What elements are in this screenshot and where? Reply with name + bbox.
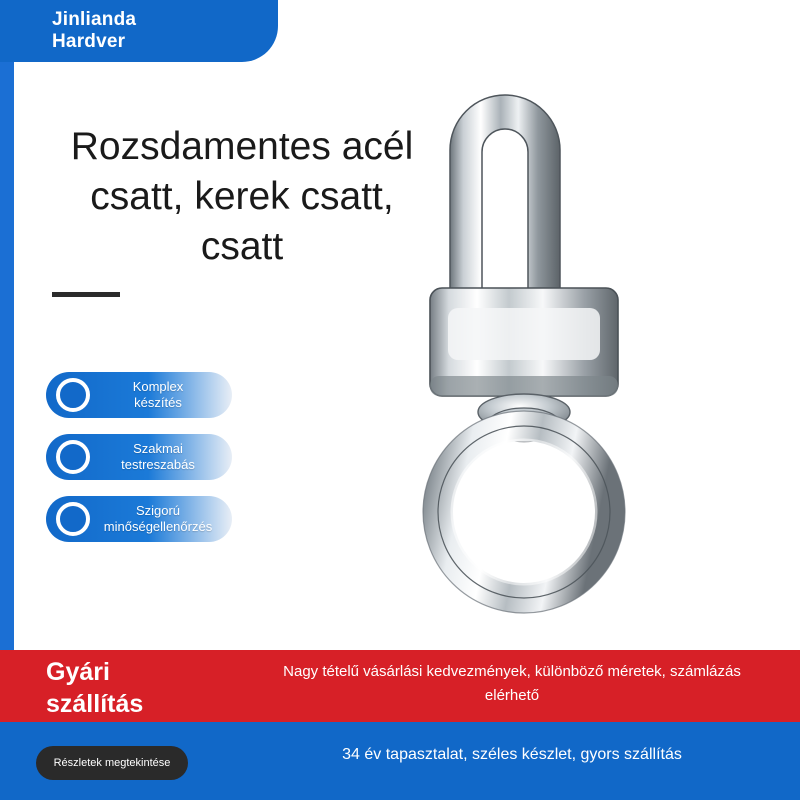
page-title: Rozsdamentes acél csatt, kerek csatt, csatt <box>70 125 414 268</box>
bullet-ring-icon <box>56 440 90 474</box>
view-details-button[interactable]: Részletek megtekintése <box>36 746 188 780</box>
feature-pill-strict-quality-control <box>46 496 232 542</box>
bulk-discount-text: Nagy tételű vásárlási kedvezmények, különböző méretek, számlázás elérhető <box>283 663 741 704</box>
feature-pill-complex-manufacturing <box>46 372 232 418</box>
factory-delivery-line2: szállítás <box>46 690 144 718</box>
feature-pill-text <box>90 379 232 411</box>
footer-banners <box>0 650 800 800</box>
product-photo <box>390 40 720 640</box>
feature-pill-list <box>46 372 232 542</box>
feature-pill-text <box>90 503 232 535</box>
experience-text: 34 év tapasztalat, széles készlet, gyors szállítás <box>342 746 682 763</box>
brand-name-line1: Jinlianda <box>52 9 137 30</box>
bullet-ring-icon <box>56 378 90 412</box>
feature-line2: testreszabás <box>121 457 195 472</box>
feature-line1: Szigorú <box>135 503 181 518</box>
bullet-ring-icon <box>56 502 90 536</box>
feature-line1: Szakmai <box>133 441 183 456</box>
feature-line2: minőségellenőrzés <box>103 519 213 534</box>
feature-pill-professional-customization <box>46 434 232 480</box>
factory-delivery-line1: Gyári <box>46 658 110 686</box>
title-underline-rule <box>52 292 120 297</box>
factory-delivery-label <box>46 656 246 720</box>
feature-line2: készítés <box>134 395 182 410</box>
brand-ribbon <box>0 0 278 62</box>
feature-line1: Komplex <box>132 379 184 394</box>
feature-pill-text <box>90 441 232 473</box>
brand-name-line2: Hardver <box>52 31 126 52</box>
